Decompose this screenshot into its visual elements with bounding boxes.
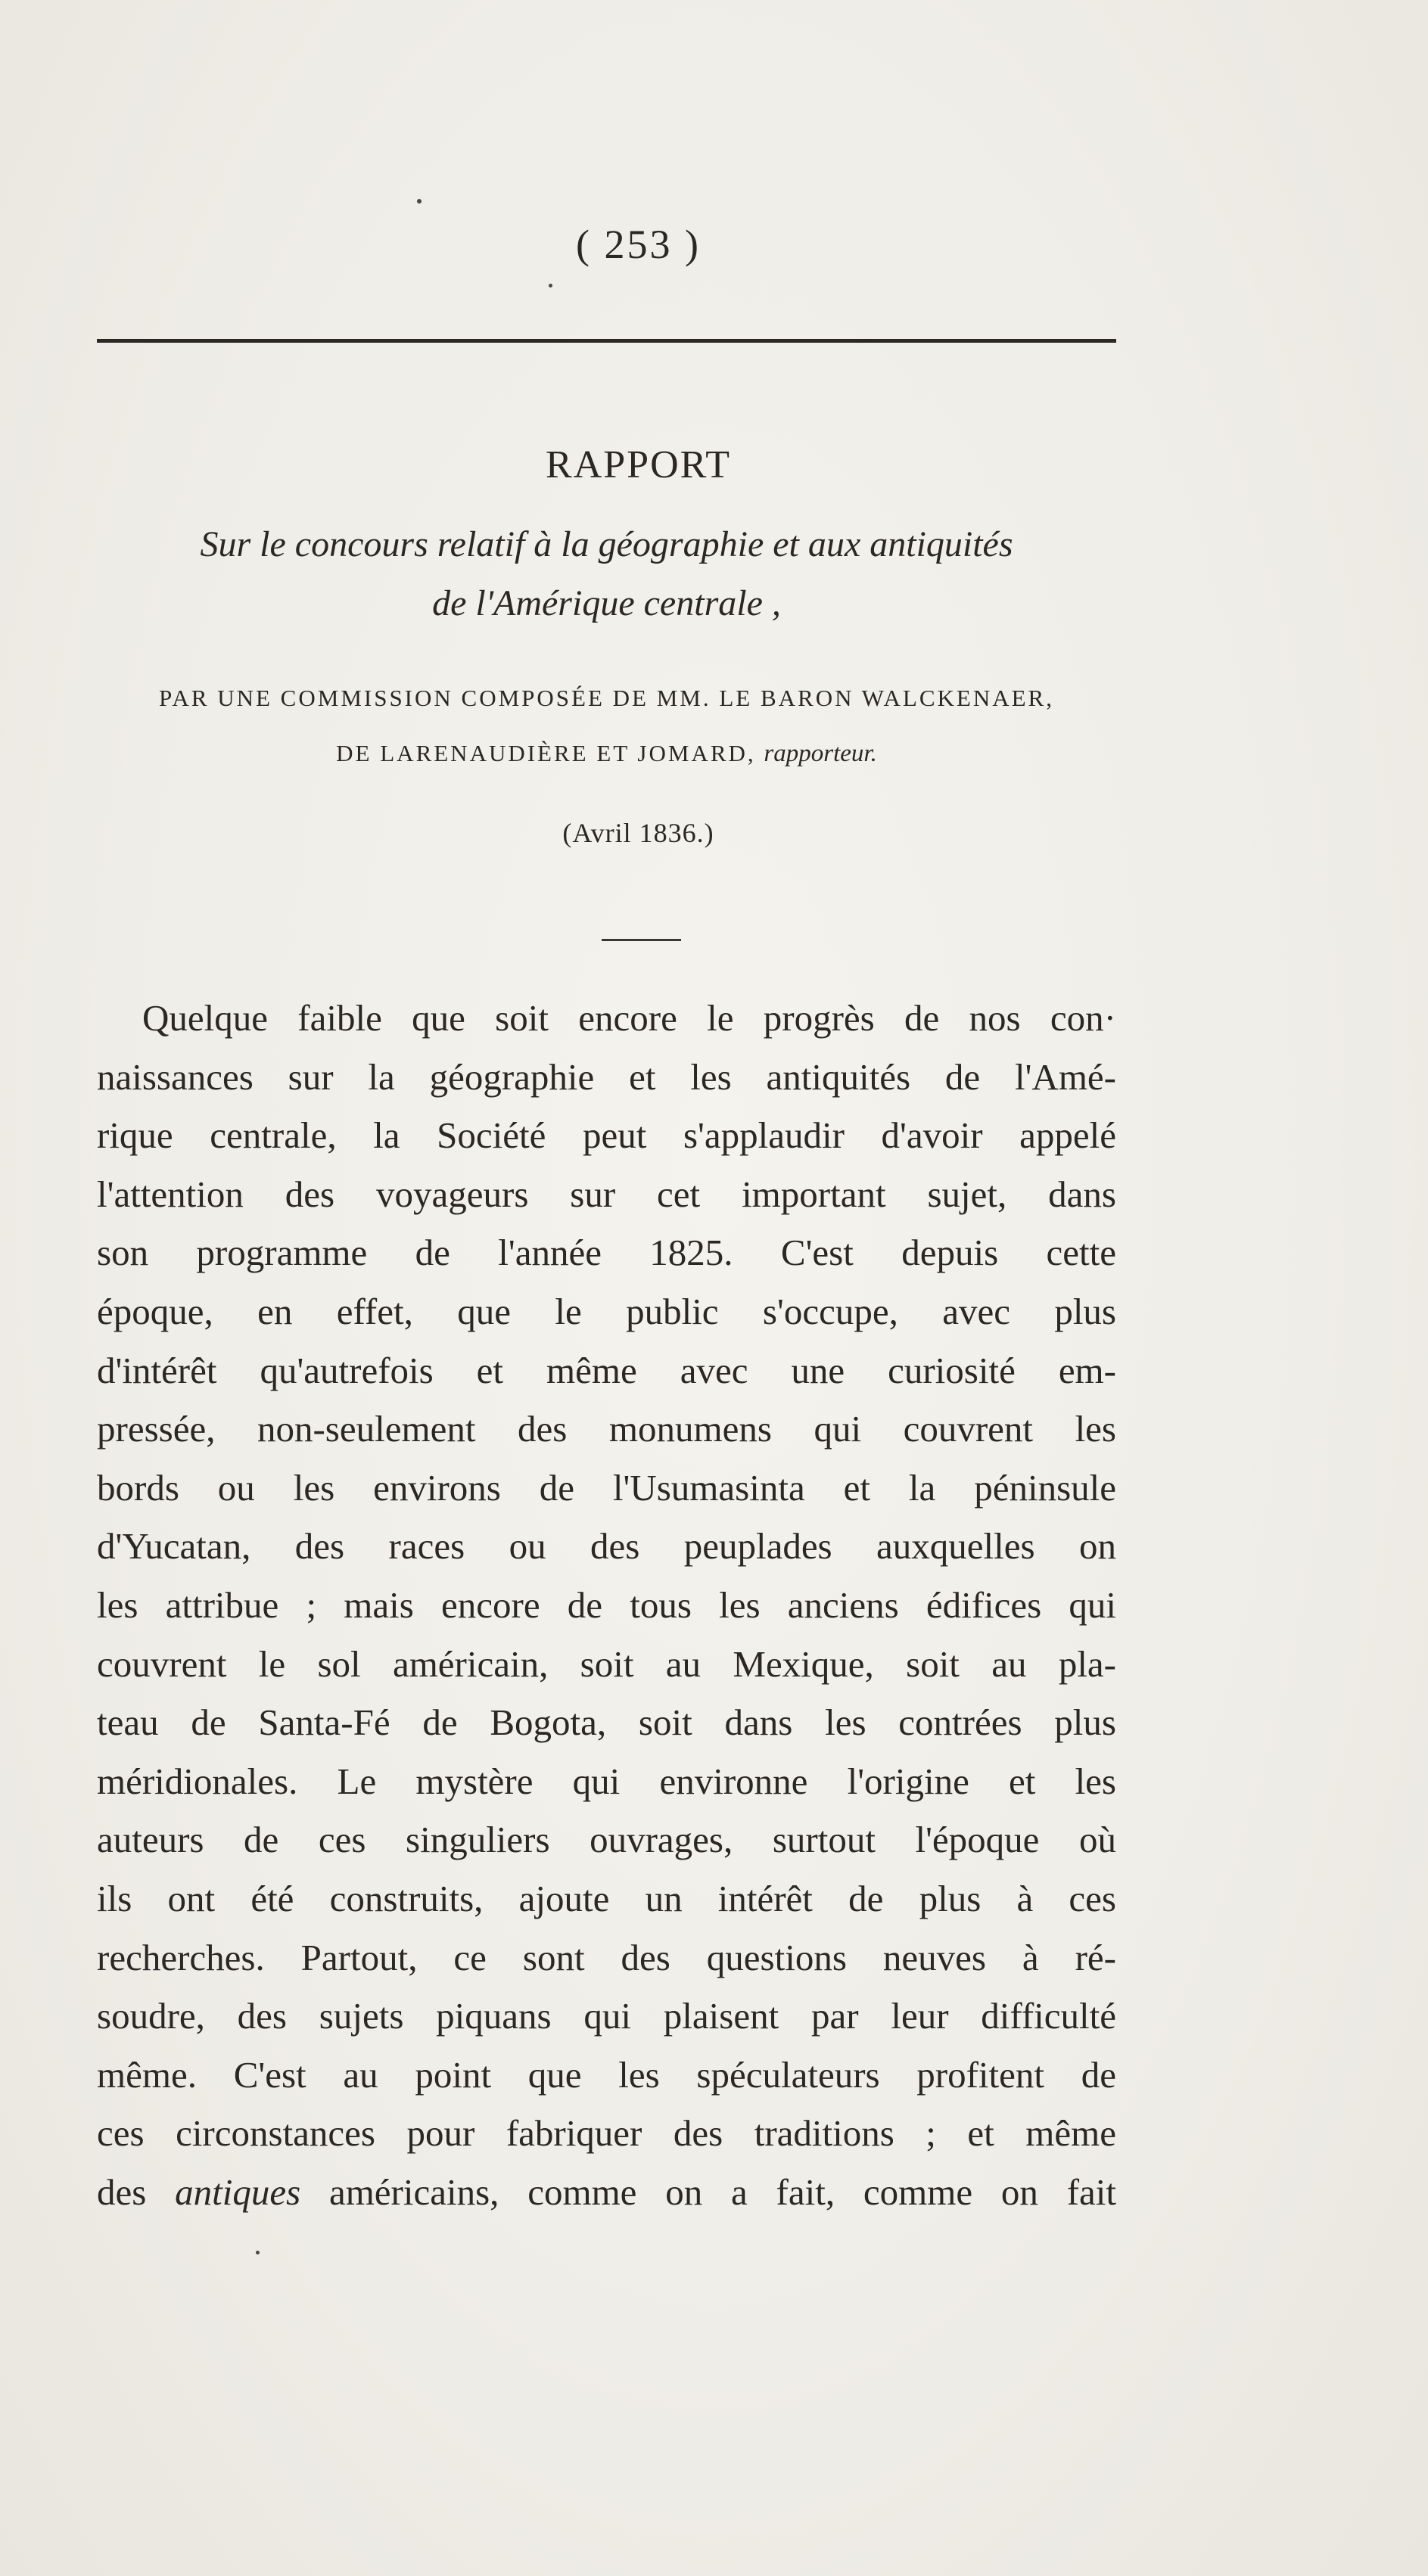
text-line: ces circonstances pour fabriquer des traditions ; et même [97,2112,1116,2155]
text-line: d'Yucatan, des races ou des peuplades auxquelles on [97,1525,1116,1568]
last-line-start: des [97,2170,176,2213]
last-line-end: américains, comme on a fait, comme on fait [300,2170,1116,2213]
section-divider [602,939,681,941]
text-line: rique centrale, la Société peut s'applaudir d'avoir appelé [97,1114,1116,1157]
header-rule [97,339,1116,343]
text-line: les attribue ; mais encore de tous les anciens édifices qui [97,1583,1116,1626]
commission-line-2 [97,740,1116,768]
text-line: ils ont été construits, ajoute un intérêt de plus à ces [97,1877,1116,1919]
report-title: RAPPORT [546,443,731,486]
paper-speck [256,2251,260,2254]
text-line: pressée, non-seulement des monumens qui couvrent les [97,1408,1116,1450]
commission-members: DE LARENAUDIÈRE ET JOMARD, [336,740,756,766]
paper-speck [417,199,422,204]
text-line: bords ou les environs de l'Usumasinta et la péninsule [97,1466,1116,1509]
text-line: auteurs de ces singuliers ouvrages, surtout l'époque où [97,1819,1116,1861]
report-date: (Avril 1836.) [562,818,714,848]
italic-word: antiques [175,2170,301,2213]
commission-line-1: PAR UNE COMMISSION COMPOSÉE DE MM. LE BARON WALCKENAER, [159,685,1054,711]
report-subtitle-line-1: Sur le concours relatif à la géographie et aux antiquités [200,524,1013,564]
page-number: ( 253 ) [576,222,701,267]
body-text [97,989,1116,2221]
report-subtitle-line-2: de l'Amérique centrale , [432,583,781,623]
text-line: son programme de l'année 1825. C'est depuis cette [97,1232,1116,1274]
text-line: Quelque faible que soit encore le progrès de nos con· [142,997,1116,1039]
text-line: teau de Santa-Fé de Bogota, soit dans les contrées plus [97,1701,1116,1744]
text-line: d'intérêt qu'autrefois et même avec une curiosité em- [97,1349,1116,1391]
commission-role: rapporteur. [764,740,877,767]
text-line: recherches. Partout, ce sont des questions neuves à ré- [97,1936,1116,1978]
text-line: époque, en effet, que le public s'occupe, avec plus [97,1290,1116,1332]
text-line: l'attention des voyageurs sur cet important sujet, dans [97,1173,1116,1215]
text-line: soudre, des sujets piquans qui plaisent par leur difficulté [97,1995,1116,2037]
paper-speck [549,284,552,287]
text-line: couvrent le sol américain, soit au Mexique, soit au pla- [97,1642,1116,1685]
text-line: même. C'est au point que les spéculateurs profitent de [97,2053,1116,2096]
text-line: méridionales. Le mystère qui environne l'origine et les [97,1760,1116,1802]
text-line: naissances sur la géographie et les antiquités de l'Amé- [97,1055,1116,1098]
text-line-last [97,2163,1116,2222]
